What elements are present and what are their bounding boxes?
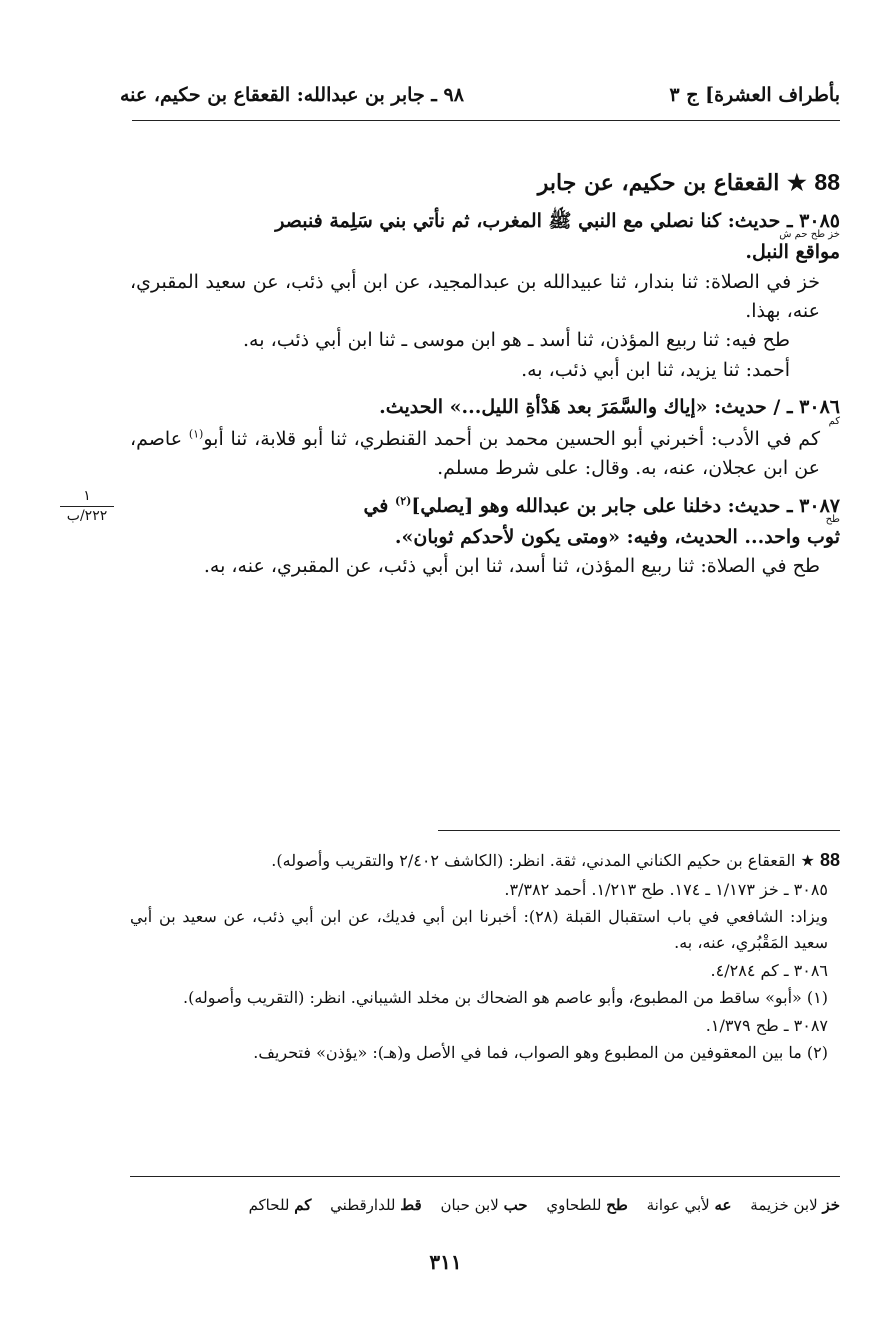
- entry-title: [130, 165, 840, 201]
- footnote-3085: ٣٠٨٥ ـ خز ١/١٧٣ ـ ١٧٤. طح ١/٢١٣. أحمد ٣/٣٨٢.: [504, 879, 828, 899]
- hadith-3085: ٣٠٨٥ ـ حديث: كنا نصلي مع النبي ﷺ المغرب، ثم نأتي بني سَلِمة فنبصر: [275, 209, 840, 232]
- sigla-rule: [130, 1176, 840, 1177]
- header-section-title: ٩٨ ـ جابر بن عبدالله: القعقاع بن حكيم، عنه: [120, 84, 464, 106]
- siglum-entry: حب لابن حبان: [440, 1196, 528, 1214]
- running-header: [120, 84, 840, 116]
- siglum-3085: خز طح حم ش: [779, 229, 840, 241]
- hadith-3087-cont: ثوب واحد... الحديث، وفيه: «ومتى يكون لأحدكم ثوبان».: [394, 526, 840, 549]
- footnote-ref-2: (٢): [395, 494, 412, 508]
- margin-note-bar: [60, 506, 114, 507]
- footnote-3086: ٣٠٨٦ ـ كم ٤/٢٨٤.: [710, 960, 828, 980]
- siglum-entry: طح للطحاوي: [546, 1196, 628, 1214]
- isnad-tah-3087: طح في الصلاة: ثنا ربيع المؤذن، ثنا أسد، ثنا ابن أبي ذئب، عن المقبري، عنه، به.: [203, 555, 820, 578]
- margin-folio-note: [52, 488, 122, 525]
- isnad-hakim-a: كم في الأدب: أخبرني أبو الحسين محمد بن أحمد القنطري، ثنا أبو قلابة، ثنا أبو: [203, 427, 820, 450]
- isnad-hakim: [130, 425, 840, 484]
- hadith-3087-a: ٣٠٨٧ ـ حديث: دخلنا على جابر بن عبدالله وهو [يصلي]: [411, 494, 840, 517]
- sigla-legend: [120, 1196, 840, 1214]
- header-rule: [132, 120, 840, 121]
- isnad-hakim-b: عاصم، عن ابن عجلان، عنه، به. وقال: على شرط مسلم.: [130, 427, 820, 480]
- footnote-88-number: 88: [819, 850, 840, 870]
- siglum-entry: قط للدارقطني: [330, 1196, 422, 1214]
- hadith-3086: ٣٠٨٦ ـ / حديث: «إياك والسَّمَرَ بعد هَدْأةِ الليل...» الحديث.: [379, 396, 840, 419]
- footnote-1: (١) «أبو» ساقط من المطبوع، وأبو عاصم هو الضحاك بن مخلد الشيباني. انظر: (التقريب وأصوله).: [183, 988, 828, 1008]
- footnote-2: (٢) ما بين المعقوفين من المطبوع وهو الصواب، فما في الأصل و(هـ): «يؤذن» فتحريف.: [253, 1043, 828, 1063]
- footnote-88: [130, 846, 840, 875]
- isnad-tah: طح فيه: ثنا ربيع المؤذن، ثنا أسد ـ هو ابن موسى ـ ثنا ابن أبي ذئب، به.: [243, 329, 790, 352]
- page-number: ٣١١: [429, 1250, 462, 1274]
- footnote-ref-1: (١): [188, 427, 204, 441]
- siglum-entry: عه لأبي عوانة: [646, 1196, 732, 1214]
- margin-note-top: ١: [83, 488, 91, 504]
- margin-note-bottom: ٢٢٢/ب: [66, 507, 108, 524]
- footnote-rule: [438, 830, 840, 831]
- footnote-88-text: ★ القعقاع بن حكيم الكناني المدني، ثقة. انظر: (الكاشف ٢/٤٠٢ والتقريب وأصوله).: [271, 851, 815, 870]
- siglum-3087: طح: [825, 514, 840, 526]
- entry-number: 88: [814, 169, 840, 195]
- footnotes: [130, 846, 840, 1068]
- header-book-title: بأطراف العشرة] ج ٣: [669, 84, 840, 106]
- hadith-3087-b: في: [363, 494, 396, 517]
- siglum-entry: كم للحاكم: [248, 1196, 312, 1214]
- footnote-3085-addition: ويزاد: الشافعي في باب استقبال القبلة (٢٨): أخبرنا ابن أبي فديك، عن ابن أبي ذئب، عن سعيد بن أبي سعيد المَقْبُري، عنه، به.: [130, 907, 828, 952]
- main-text: [130, 165, 840, 582]
- siglum-entry: خز لابن خزيمة: [750, 1196, 840, 1214]
- isnad-khuz: خز في الصلاة: ثنا بندار، ثنا عبيدالله بن عبدالمجيد، عن ابن أبي ذئب، عن سعيد المقبري، عنه، بهذا.: [130, 270, 820, 322]
- star-icon: ★: [787, 170, 807, 196]
- hadith-3085-cont: مواقع النبل.: [745, 241, 840, 264]
- entry-title-text: القعقاع بن حكيم، عن جابر: [537, 170, 780, 196]
- footnote-3087: ٣٠٨٧ ـ طح ١/٣٧٩.: [705, 1015, 828, 1035]
- siglum-3086: كم: [828, 415, 840, 427]
- isnad-ahmad: أحمد: ثنا يزيد، ثنا ابن أبي ذئب، به.: [521, 358, 790, 381]
